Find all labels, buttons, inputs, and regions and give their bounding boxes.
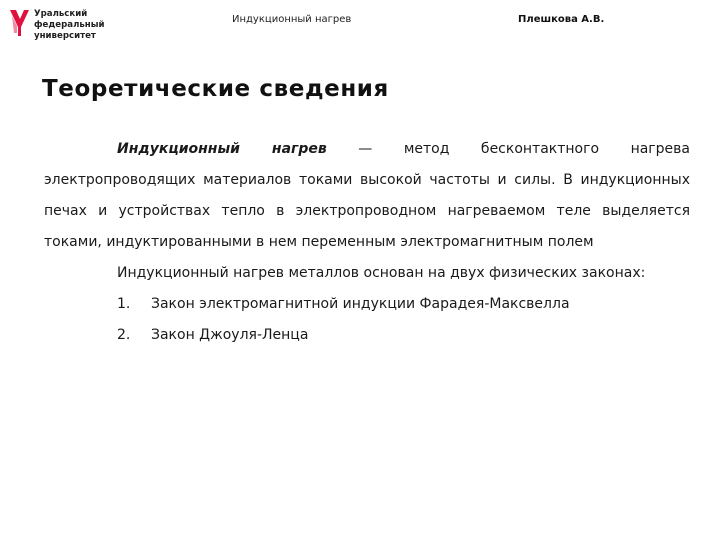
list-item <box>44 289 690 320</box>
definition-text: — метод бесконтактного нагрева электропроводящих материалов токами высокой частоты и силы. В индукционных печах и устройствах тепло в электропроводном нагреваемом теле выделяется токами, индуктированными в нем переменным электромагнитным полем <box>44 141 690 250</box>
laws-list <box>44 289 690 351</box>
urfu-emblem-icon <box>8 8 30 38</box>
logo-line: федеральный <box>34 19 105 30</box>
slide-content <box>44 134 690 351</box>
list-item-number: 2. <box>117 327 131 343</box>
list-item-text: Закон Джоуля-Ленца <box>151 327 309 343</box>
logo-line: Уральский <box>34 9 88 19</box>
header-topic: Индукционный нагрев <box>232 14 352 25</box>
definition-term: Индукционный нагрев <box>117 141 327 157</box>
page-title: Теоретические сведения <box>42 76 389 102</box>
list-item <box>44 320 690 351</box>
definition-paragraph <box>44 134 690 258</box>
logo-line: университет <box>34 30 96 41</box>
list-item-number: 1. <box>117 296 131 312</box>
header-author: Плешкова А.В. <box>518 14 605 25</box>
laws-intro-paragraph: Индукционный нагрев металлов основан на двух физических законах: <box>117 265 646 281</box>
logo-wordmark <box>34 9 105 41</box>
list-item-text: Закон электромагнитной индукции Фарадея-Максвелла <box>151 296 570 312</box>
university-logo <box>8 8 158 44</box>
